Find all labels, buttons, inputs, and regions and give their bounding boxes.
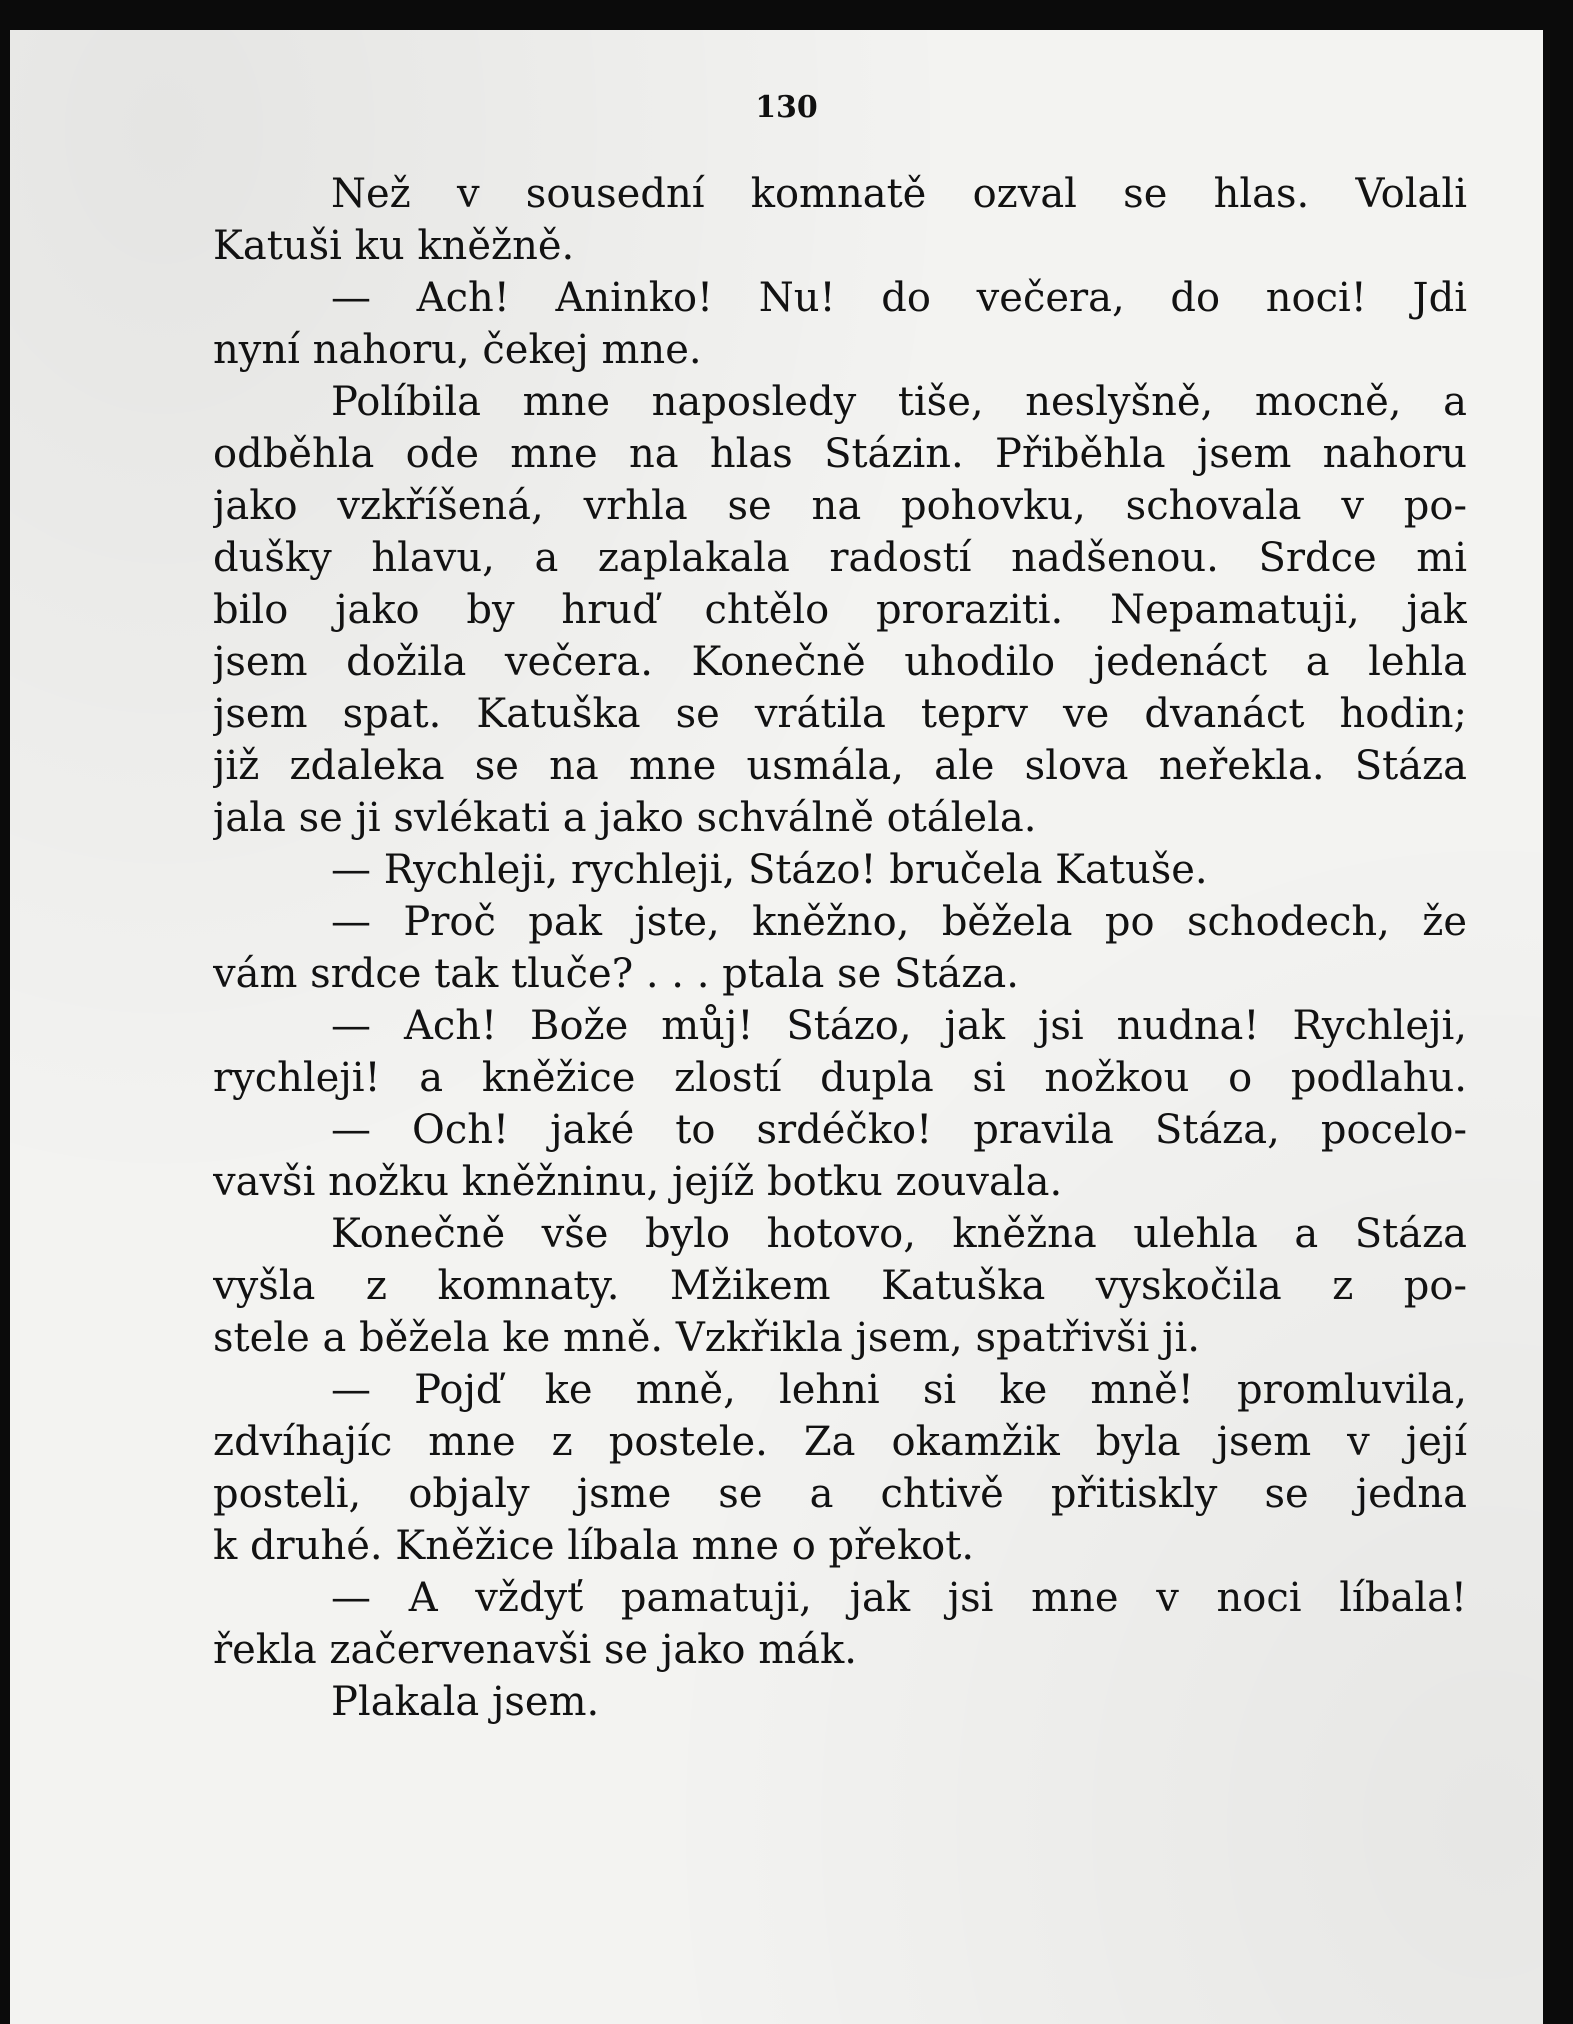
text-line: stele a běžela ke mně. Vzkřikla jsem, spatřivši ji. bbox=[213, 1315, 1200, 1361]
text-line: vavši nožku kněžninu, jejíž botku zouvala. bbox=[213, 1159, 1063, 1205]
text-line: — Ach! Aninko! Nu! do večera, do noci! Jdi bbox=[331, 275, 1467, 321]
scan-border-left bbox=[0, 0, 10, 2024]
text-line: dušky hlavu, a zaplakala radostí nadšenou. Srdce mi bbox=[213, 535, 1467, 581]
text-line: nyní nahoru, čekej mne. bbox=[213, 327, 702, 373]
text-line: řekla začervenavši se jako mák. bbox=[213, 1627, 857, 1673]
text-line: jala se ji svlékati a jako schválně otálela. bbox=[213, 795, 1037, 841]
text-line: Katuši ku kněžně. bbox=[213, 223, 575, 269]
text-line: — Proč pak jste, kněžno, běžela po schodech, že bbox=[331, 899, 1467, 945]
text-line: — Rychleji, rychleji, Stázo! bručela Katuše. bbox=[331, 847, 1208, 893]
text-line: vyšla z komnaty. Mžikem Katuška vyskočila z po- bbox=[213, 1263, 1467, 1309]
text-line: jako vzkříšená, vrhla se na pohovku, schovala v po- bbox=[213, 483, 1467, 529]
text-line: bilo jako by hruď chtělo proraziti. Nepamatuji, jak bbox=[213, 587, 1467, 633]
text-line: odběhla ode mne na hlas Stázin. Přiběhla jsem nahoru bbox=[213, 431, 1467, 477]
text-line: již zdaleka se na mne usmála, ale slova neřekla. Stáza bbox=[213, 743, 1467, 789]
text-line: jsem spat. Katuška se vrátila teprv ve dvanáct hodin; bbox=[213, 691, 1467, 737]
text-line: — A vždyť pamatuji, jak jsi mne v noci líbala! bbox=[331, 1575, 1467, 1621]
text-line: posteli, objaly jsme se a chtivě přitiskly se jedna bbox=[213, 1471, 1467, 1517]
body-text bbox=[213, 168, 1467, 1728]
scan-border-right bbox=[1543, 0, 1573, 2024]
text-line: Políbila mne naposledy tiše, neslyšně, mocně, a bbox=[331, 379, 1467, 425]
text-line: — Och! jaké to srdéčko! pravila Stáza, pocelo- bbox=[331, 1107, 1467, 1153]
text-line: Plakala jsem. bbox=[331, 1679, 600, 1725]
text-line: — Ach! Bože můj! Stázo, jak jsi nudna! Rychleji, bbox=[331, 1003, 1467, 1049]
text-line: Konečně vše bylo hotovo, kněžna ulehla a Stáza bbox=[331, 1211, 1467, 1257]
text-line: jsem dožila večera. Konečně uhodilo jedenáct a lehla bbox=[213, 639, 1467, 685]
text-line: k druhé. Kněžice líbala mne o překot. bbox=[213, 1523, 975, 1569]
text-line: Než v sousední komnatě ozval se hlas. Volali bbox=[331, 171, 1467, 217]
text-line: rychleji! a kněžice zlostí dupla si nožkou o podlahu. bbox=[213, 1055, 1467, 1101]
text-line: vám srdce tak tluče? . . . ptala se Stáza. bbox=[213, 951, 1019, 997]
text-line: zdvíhajíc mne z postele. Za okamžik byla jsem v její bbox=[213, 1419, 1467, 1465]
page-number: 130 bbox=[755, 90, 818, 125]
text-line: — Pojď ke mně, lehni si ke mně! promluvila, bbox=[331, 1367, 1467, 1413]
